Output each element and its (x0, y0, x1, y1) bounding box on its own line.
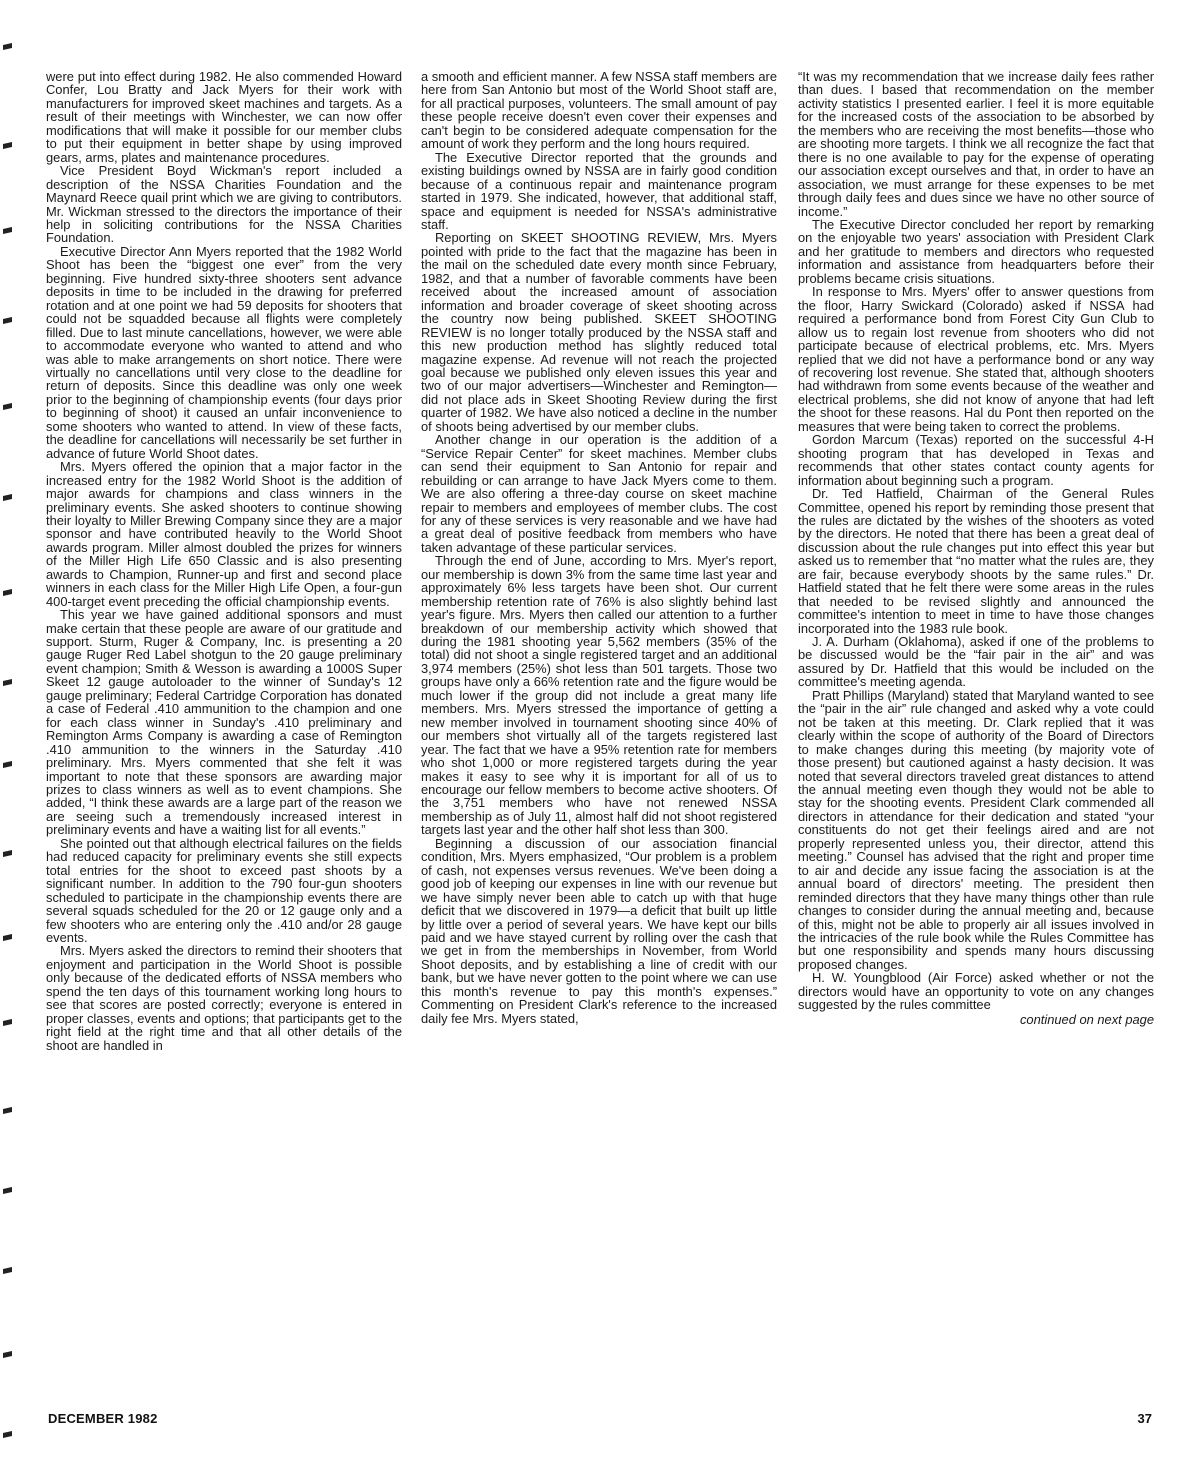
scan-mark (3, 494, 12, 501)
paragraph: This year we have gained additional sponsors and must make certain that these people are aware of our gratitude and support. Sturm, Ruger & Company, Inc. is presenting a 20 gauge Ruger Red Label shotgun to the 20 gauge preliminary event champion; Smith & Wesson is awarding a 1000S Super Skeet 12 gauge autoloader to the winner of Sunday's 12 gauge preliminary; Federal Cartridge Corporation has donated a case of Federal .410 ammunition to the champion and one for each class winner in Sunday's .410 preliminary and Remington Arms Company is awarding a case of Remington .410 ammunition to the winners in the Saturday .410 preliminary. Mrs. Myers commented that she felt it was important to note that these sponsors are awarding major prizes to class winners as well as to event champions. She added, “I think these awards are a large part of the reason we are seeing such a tremendously increased interest in preliminary events and have a waiting list for all events.” (46, 607, 402, 838)
scan-mark (3, 317, 12, 324)
page-number: 37 (1137, 1411, 1152, 1426)
paragraph: J. A. Durham (Oklahoma), asked if one of the problems to be discussed would be the “fair pair in the air” and was assured by Dr. Hatfield that this would be included on the committee's meeting agenda. (798, 634, 1154, 690)
scan-mark (3, 142, 12, 149)
scan-mark (3, 589, 12, 596)
scan-mark (3, 1267, 12, 1274)
scan-mark (3, 934, 12, 941)
paragraph: Vice President Boyd Wickman's report included a description of the NSSA Charities Foundation and the Maynard Reece quail print which we are giving to contributors. Mr. Wickman stressed to the directors the importance of their help in soliciting contributions for the NSSA Charities Foundation. (46, 163, 402, 246)
paragraph: Through the end of June, according to Mrs. Myer's report, our membership is down 3% from the same time last year and approximately 6% less targets have been shot. Our current membership retention rate of 76% is also slightly behind last year's figure. Mrs. Myers then called our attention to a further breakdown of our membership activity which showed that during the 1981 shooting year 5,562 members (35% of the total) did not shoot a single registered target and an additional 3,974 members (25%) shot less than 501 targets. Those two groups have only a 66% retention rate and the figure would be much lower if the group did not include a great many life members. Mrs. Myers stressed the importance of getting a new member involved in tournament shooting since 40% of our members shot virtually all of the targets registered last year. The fact that we have a 95% retention rate for members who shot 1,000 or more registered targets during the year makes it easy to see why it is important for all of us to encourage our fellow members to become active shooters. Of the 3,751 members who have not renewed NSSA membership as of July 11, almost half did not shoot registered targets last year and the other half shot less than 300. (421, 553, 777, 838)
paragraph: Reporting on SKEET SHOOTING REVIEW, Mrs. Myers pointed with pride to the fact that the magazine has been in the mail on the scheduled date every month since February, 1982, and that a number of favorable comments have been received about the increased amount of association information and broader coverage of skeet shooting across the country now being published. SKEET SHOOTING REVIEW is no longer totally produced by the NSSA staff and this new production method has slightly reduced total magazine expense. Ad revenue will not reach the projected goal because we published only eleven issues this year and two of our major advertisers—Winchester and Remington—did not place ads in Skeet Shooting Review during the first quarter of 1982. We have also noticed a decline in the number of shoots being advertised by our member clubs. (421, 230, 777, 434)
paragraph: In response to Mrs. Myers' offer to answer questions from the floor, Harry Swickard (Colorado) asked if NSSA had required a performance bond from Forest City Gun Club to allow us to regain lost revenue from shooters who did not participate because of electrical problems, etc. Mrs. Myers replied that we did not have a performance bond or any way of recovering lost revenue. She stated that, although shooters had withdrawn from some events because of the weather and electrical problems, she did not know of anyone that had left the shoot for these reasons. Hal du Pont then reported on the measures that were being taken to correct the problems. (798, 284, 1154, 434)
text-column-3 (798, 70, 1154, 1026)
text-column-2 (421, 70, 777, 1025)
paragraph: The Executive Director concluded her report by remarking on the enjoyable two years' association with President Clark and her gratitude to members and directors who requested information and assistance from headquarters before their problems became crisis situations. (798, 216, 1154, 286)
paragraph: were put into effect during 1982. He also commended Howard Confer, Lou Bratty and Jack Myers for their work with manufacturers for improved skeet machines and targets. As a result of their meetings with Winchester, we can now offer modifications that will make it possible for our member clubs to put their equipment in better shape by using improved gears, arms, plates and maintenance procedures. (46, 69, 402, 165)
scan-mark (3, 679, 12, 686)
paragraph: She pointed out that although electrical failures on the fields had reduced capacity for preliminary events she still expects total entries for the shoot to exceed past shoots by a significant number. In addition to the 790 four-gun shooters scheduled to participate in the championship events there are several squads scheduled for the 20 or 12 gauge only and a few shooters who are entering only the .410 and/or 28 gauge events. (46, 835, 402, 945)
paragraph: Another change in our operation is the addition of a “Service Repair Center” for skeet machines. Member clubs can send their equipment to San Antonio for repair and rebuilding or can arrange to have Jack Myers come to them. We are also offering a three-day course on skeet machine repair to members and employees of member clubs. The cost for any of these services is very reasonable and we have had a great deal of positive feedback from members who have taken advantage of these particular services. (421, 432, 777, 555)
text-column-1 (46, 70, 402, 1052)
issue-date: DECEMBER 1982 (48, 1411, 158, 1426)
scan-mark (3, 403, 12, 410)
paragraph: H. W. Youngblood (Air Force) asked whether or not the directors would have an opportunity to vote on any changes suggested by the rules committee (798, 970, 1154, 1013)
paragraph: Gordon Marcum (Texas) reported on the successful 4-H shooting program that has developed in Texas and recommends that other states contact county agents for information about beginning such a program. (798, 432, 1154, 488)
paragraph: “It was my recommendation that we increase daily fees rather than dues. I based that recommendation on the member activity statistics I presented earlier. I feel it is more equitable for the increased costs of the association to be absorbed by the members who are receiving the most benefits—those who are shooting more targets. I think we all recognize the fact that there is no one available to pay for the expense of operating our association except ourselves and that, in order to have an association, we must arrange for these expenses to be met through daily fees and dues since we have no other source of income.” (798, 69, 1154, 219)
scan-mark (3, 1187, 12, 1194)
scan-mark (3, 1107, 12, 1114)
paragraph: Beginning a discussion of our association financial condition, Mrs. Myers emphasized, “Our problem is a problem of cash, not expenses versus revenues. We've been doing a good job of keeping our expenses in line with our revenue but we have simply never been able to catch up with that huge deficit that we discovered in 1979—a deficit that built up little by little over a period of several years. We have kept our bills paid and we have stayed current by rolling over the cash that we get in from the memberships in November, from World Shoot deposits, and by establishing a line of credit with our bank, but we have never gotten to the point where we can use this month's revenue to pay this month's expenses.” Commenting on President Clark's reference to the increased daily fee Mrs. Myers stated, (421, 835, 777, 1026)
scan-mark (3, 761, 12, 768)
scan-mark (3, 1019, 12, 1026)
scan-mark (3, 227, 12, 234)
scan-mark (3, 1351, 12, 1358)
scan-mark (3, 43, 12, 50)
paragraph: Mrs. Myers offered the opinion that a major factor in the increased entry for the 1982 World Shoot is the addition of major awards for champions and class winners in the preliminary events. She asked shooters to continue showing their loyalty to Miller Brewing Company since they are a major sponsor and have contributed heavily to the World Shoot awards program. Miller almost doubled the prizes for winners of the Miller High Life 650 Classic and is also presenting awards to Champion, Runner-up and first and second place winners in each class for the Miller High Life Open, a four-gun 400-target event preceding the official championship events. (46, 459, 402, 609)
paragraph: a smooth and efficient manner. A few NSSA staff members are here from San Antonio but most of the World Shoot staff are, for all practical purposes, volunteers. The small amount of pay these people receive doesn't even cover their expenses and can't begin to be considered adequate compensation for the amount of work they perform and the long hours required. (421, 69, 777, 152)
continued-notice: continued on next page (1019, 1011, 1154, 1027)
scan-mark (3, 850, 12, 857)
paragraph: Dr. Ted Hatfield, Chairman of the General Rules Committee, opened his report by reminding those present that the rules are dictated by the wishes of the shooters as voted by the directors. He noted that there has been a great deal of discussion about the rule changes put into effect this year but asked us to remember that “no matter what the rules are, they are fair, because everybody shoots by the same rules.” Dr. Hatfield stated that he felt there were some areas in the rules that needed to be revised slightly and announced the committee's intention to meet in time to have those changes incorporated into the 1983 rule book. (798, 486, 1154, 636)
paragraph: The Executive Director reported that the grounds and existing buildings owned by NSSA are in fairly good condition because of a continuous repair and maintenance program started in 1979. She indicated, however, that additional staff, space and equipment is needed for NSSA's administrative staff. (421, 149, 777, 232)
paragraph: Mrs. Myers asked the directors to remind their shooters that enjoyment and participation in the World Shoot is possible only because of the dedicated efforts of NSSA members who spend the ten days of this tournament working long hours to see that scores are posted correctly; everyone is entered in proper classes, events and options; that participants get to the right field at the right time and that all other details of the shoot are handled in (46, 943, 402, 1053)
paragraph: Pratt Phillips (Maryland) stated that Maryland wanted to see the “pair in the air” rule changed and asked why a vote could not be taken at this meeting. Dr. Clark replied that it was clearly within the scope of authority of the Board of Directors to make changes during this meeting (by majority vote of those present) but cautioned against a hasty decision. It was noted that several directors traveled great distances to attend the annual meeting even though they would not be able to stay for the shooting events. President Clark commended all directors in attendance for their dedication and stated “your constituents do not get their feelings aired and are not properly represented unless you, their director, attend this meeting.” Counsel has advised that the right and proper time to air and decide any issue facing the association is at the annual board of directors' meeting. The president then reminded directors that they have many things other than rule changes to consider during the annual meeting and, because of this, might not be able to properly air all issues involved in the intricacies of the rule book while the Rules Committee has but one responsibility and spends many hours discussing proposed changes. (798, 687, 1154, 972)
scan-mark (3, 1431, 12, 1438)
paragraph: Executive Director Ann Myers reported that the 1982 World Shoot has been the “biggest one ever” from the very beginning. Five hundred sixty-three shooters sent advance deposits in time to be included in the drawing for preferred rotation and at one point we had 59 deposits for shooters that could not be squadded because all flights were completely filled. Due to last minute cancellations, however, we were able to accommodate everyone who wanted to attend and who was able to make arrangements on short notice. There were virtually no cancellations until very close to the deadline for return of deposits. Since this deadline was only one week prior to the beginning of championship events (four days prior to beginning of shoot) it caused an unfair inconvenience to some shooters who wanted to attend. In view of these facts, the deadline for cancellations will necessarily be set further in advance of future World Shoot dates. (46, 243, 402, 461)
